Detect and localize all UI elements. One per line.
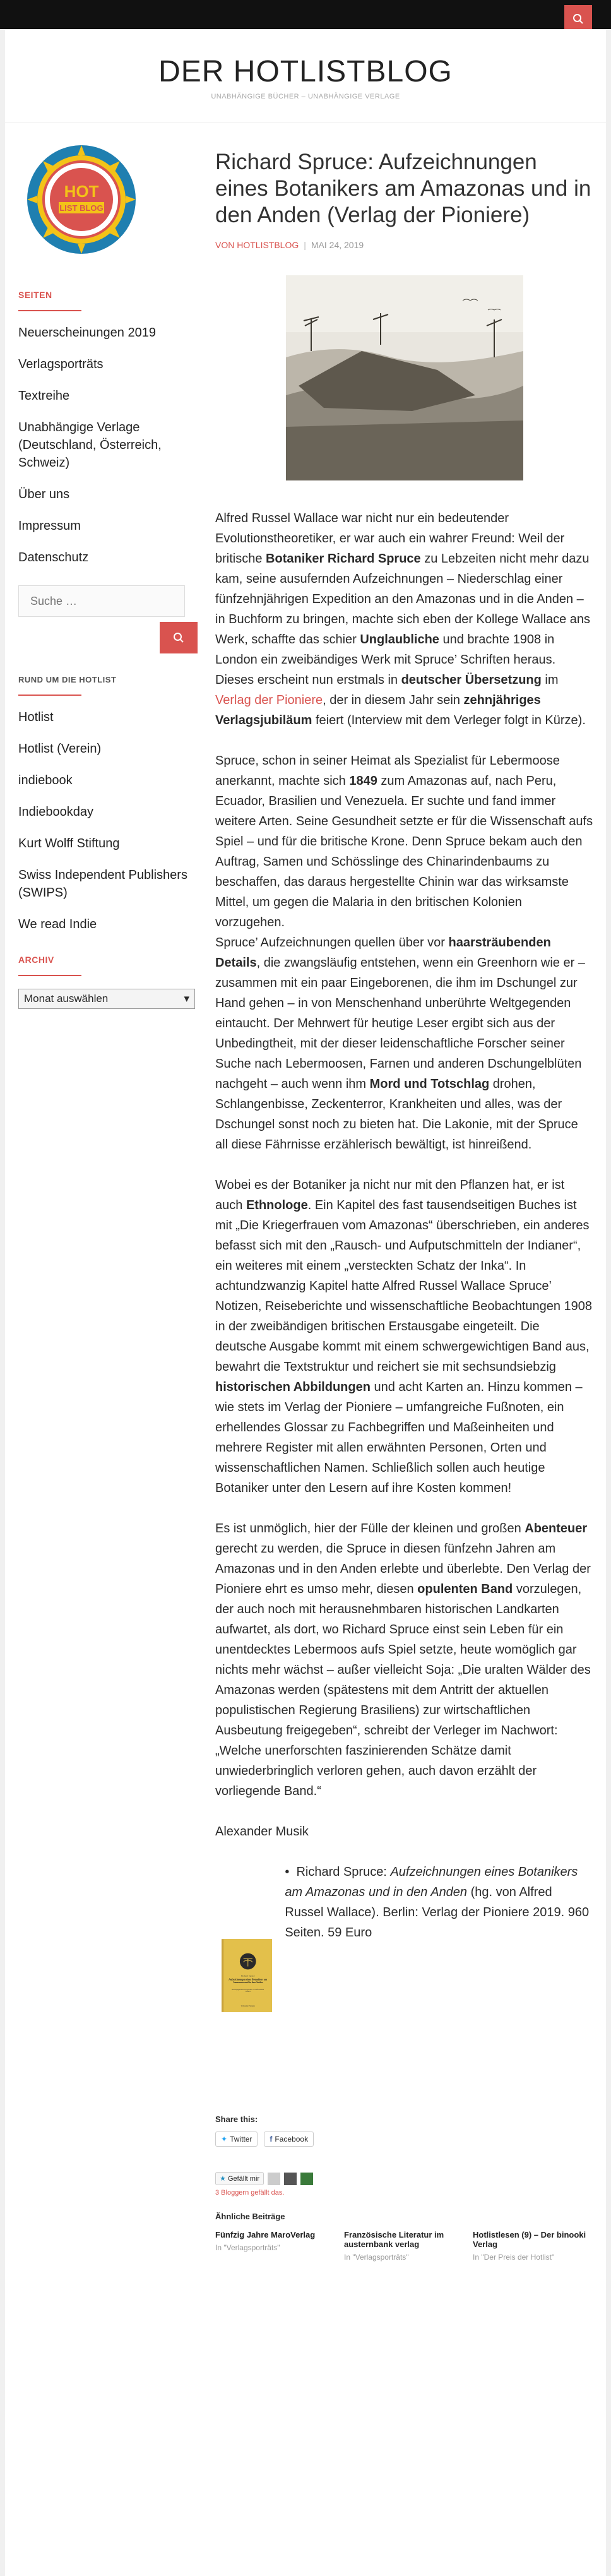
archive-widget-title: ARCHIV bbox=[18, 955, 54, 965]
publisher-link[interactable]: Verlag der Pioniere bbox=[215, 693, 323, 707]
related-title: Ähnliche Beiträge bbox=[215, 2212, 285, 2221]
related-posts bbox=[215, 2230, 594, 2262]
chevron-down-icon: ▾ bbox=[184, 993, 189, 1005]
avatar[interactable] bbox=[300, 2173, 313, 2185]
link-hotlist-verein[interactable]: Hotlist (Verein) bbox=[18, 742, 102, 756]
avatar[interactable] bbox=[284, 2173, 297, 2185]
post-paragraph: Spruce, schon in seiner Heimat als Spezialist für Lebermoose anerkannt, machte sich 1849 zum Amazonas auf, nach Peru, Ecuador, Brasilien und Venezuela. Er suchte und fand immer weitere Arten. Seine Gesundheit setzte er für die Wissenschaft aufs Spiel – und für die britische Krone. Denn Spruce bekam auch den Auftrag, Samen und Schösslinge des Chinarindenbaums zu beschaffen, das daraus hergestellte Chinin war das wirksamste Mittel, um gegen die Malaria in den britischen Kolonien vorzugehen. Spruce’ Aufzeichnungen quellen über vor haarsträubenden Details, die zwangsläufig entstehen, wenn ein Greenhorn wie er – zusammen mit ein paar Eingeborenen, die ihm im Dschungel zur Hand gehen – in von Menschenhand unberührte Weltgegenden eintaucht. Der Mehrwert für heutige Leser ergibt sich aus der Unbedingtheit, mit der dieser leidenschaftliche Forscher seiner Suche nach Lebermoosen, Farnen und anderen Dschungelblüten nachgeht – auch wenn ihm Mord und Totschlag drohen, Schlangenbisse, Zeckenterror, Krankheiten und alles, was der Dschungel sonst noch zu bieten hat. Die Lakonie, mit der Spruce all diese Fährnisse erzählerisch bewältigt, ist hinreißend. bbox=[215, 754, 593, 1152]
divider bbox=[18, 695, 81, 696]
avatar[interactable] bbox=[268, 2173, 280, 2185]
sidebar-search-button[interactable] bbox=[160, 622, 198, 653]
share-title: Share this: bbox=[215, 2114, 258, 2124]
post-paragraph: Es ist unmöglich, hier der Fülle der kleinen und großen Abenteuer gerecht zu werden, die Spruce in diesen fünfzehn Jahren am Amazonas und in den Anden erlebte und überlebte. Den Verlag der Pioniere ehrt es umso mehr, diesen opulenten Band vorzulegen, der auch noch mit herausnehmbaren historischen Landkarten aufwartet, als dort, wo Richard Spruce einst sein Leben für ein unentdecktes Lebermoos aufs Spiel setzte, heute womöglich gar nichts mehr wächst – außer vielleicht Soja: „Die uralten Wälder des Amazonas werden (spätestens mit dem Antritt der aktuellen populistischen Regierung Brasiliens) zur wirtschaftlichen Ausbeutung freigegeben“, schreibt der Verleger im Nachwort: „Welche unerforschten faszinierenden Schätze damit unwiederbringlich verloren gehen, auch davon erzählt der vorliegende Band.“ bbox=[215, 1522, 591, 1798]
post-signature: Alexander Musik bbox=[215, 1825, 309, 1839]
cover-author: Richard Spruce bbox=[240, 1974, 255, 1977]
star-icon: ★ bbox=[220, 2175, 226, 2183]
archive-select-value: Monat auswählen bbox=[24, 993, 109, 1005]
related-post[interactable]: Hotlistlesen (9) – Der binooki Verlag In "Der Preis der Hotlist" bbox=[473, 2230, 586, 2262]
post-paragraph: Wobei es der Botaniker ja nicht nur mit den Pflanzen hat, er ist auch Ethnologe. Ein Kapitel des fast tausendseitigen Buches ist mit „Die Kriegerfrauen vom Amazonas“ überschrieben, ein anderes befasst sich mit den „Rausch- und Aufputschmitteln der Indianer“, ein weiteres mit einem „versteckten Schatz der Inka“. In achtundzwanzig Kapitel hatte Alfred Russel Wallace Spruce’ Notizen, Reiseberichte und wissenschaftliche Beobachtungen 1908 in der zweibändigen britischen Erstausgabe eingeteilt. Die deutsche Ausgabe kommt mit einem schwergewichtigen Band aus, bewahrt die Textstruktur und reichert sie mit sechsundsiebzig historischen Abbildungen und acht Karten an. Hinzu kommen – wie stets im Verlag der Pioniere – umfangreiche Fußnoten, ein erhellendes Glossar zu Fachbegriffen und Maßeinheiten und mehrere Register mit allen erwähnten Personen, Orten und wissenschaftlichen Namen. Schließlich sollen auch heutige Botaniker unter den Lesern auf ihre Kosten kommen! bbox=[215, 1178, 593, 1495]
main-content bbox=[215, 149, 594, 2262]
link-hotlist[interactable]: Hotlist bbox=[18, 710, 54, 724]
links-menu bbox=[18, 708, 198, 933]
link-indiebook[interactable]: indiebook bbox=[18, 773, 73, 787]
site-description: UNABHÄNGIGE BÜCHER – UNABHÄNGIGE VERLAGE bbox=[211, 93, 400, 100]
page bbox=[5, 29, 606, 2576]
twitter-icon: ✦ bbox=[221, 2135, 228, 2144]
divider bbox=[18, 310, 81, 311]
post-author-link[interactable]: VON HOTLISTBLOG bbox=[215, 240, 299, 250]
site-title[interactable]: DER HOTLISTBLOG bbox=[158, 55, 453, 88]
related-post[interactable]: Französische Literatur im austernbank verlag In "Verlagsporträts" bbox=[344, 2230, 444, 2262]
page-link-textreihe[interactable]: Textreihe bbox=[18, 389, 70, 403]
site-header bbox=[5, 29, 606, 123]
page-link-unabhaengige-verlage[interactable]: Unabhängige Verlage (Deutschland, Österreich, Schweiz) bbox=[18, 420, 162, 470]
share-twitter-button[interactable]: ✦ Twitter bbox=[215, 2132, 258, 2147]
post-paragraph: Alfred Russel Wallace war nicht nur ein bedeutender Evolutionstheoretiker, er war auch ein wahrer Freund: Weil der britische Botaniker Richard Spruce zu Lebzeiten nicht mehr dazu kam, seine ausufernden Aufzeichnungen – Niederschlag einer fünfzehnjährigen Expedition an den Amazonas und in die Anden – in Buchform zu bringen, machte sich eben der Kollege Wallace ans Werk, schaffte das schier Unglaubliche und brachte 1908 in London ein zweibändiges Werk mit Spruce’ Schriften heraus. Dieses erscheint nun erstmals in deutscher Übersetzung im Verlag der Pioniere, der in diesem Jahr sein zehnjähriges Verlagsjubiläum feiert (Interview mit dem Verleger folgt in Kürze). bbox=[215, 511, 591, 727]
link-swips[interactable]: Swiss Independent Publishers (SWIPS) bbox=[18, 868, 187, 900]
sidebar bbox=[18, 136, 198, 1009]
links-widget bbox=[18, 675, 198, 933]
likers-count: 3 Bloggern gefällt das. bbox=[215, 2189, 285, 2197]
logo-text-bottom: LIST BLOG bbox=[59, 203, 104, 213]
cover-title: Aufzeichnungen eines Botanikers am Amazonas und in den Anden bbox=[228, 1977, 268, 1984]
archive-widget bbox=[18, 955, 198, 1009]
link-kurt-wolff-stiftung[interactable]: Kurt Wolff Stiftung bbox=[18, 837, 120, 850]
bullet-icon: • bbox=[285, 1865, 297, 1879]
post-date[interactable]: MAI 24, 2019 bbox=[311, 240, 364, 250]
sidebar-search-input[interactable] bbox=[18, 585, 185, 617]
search-icon bbox=[173, 632, 184, 643]
cover-editor: Herausgegeben und eingeleitet von Alfred Russel Wallace bbox=[232, 1988, 264, 1993]
page-link-ueber-uns[interactable]: Über uns bbox=[18, 487, 70, 501]
archive-select[interactable] bbox=[18, 989, 195, 1009]
facebook-icon: f bbox=[270, 2135, 273, 2144]
link-indiebookday[interactable]: Indiebookday bbox=[18, 805, 93, 819]
post-title: Richard Spruce: Aufzeichnungen eines Botanikers am Amazonas und in den Anden (Verlag der Pioniere) bbox=[215, 150, 591, 227]
link-we-read-indie[interactable]: We read Indie bbox=[18, 917, 97, 931]
like-button[interactable]: ★ Gefällt mir bbox=[215, 2172, 264, 2185]
cover-publisher: Verlag der Pioniere bbox=[240, 2004, 255, 2007]
top-bar bbox=[0, 0, 611, 29]
page-link-datenschutz[interactable]: Datenschutz bbox=[18, 551, 89, 564]
page-link-verlagsportraets[interactable]: Verlagsporträts bbox=[18, 357, 104, 371]
search-icon bbox=[572, 13, 584, 25]
related-post[interactable]: Fünfzig Jahre MaroVerlag In "Verlagsporträts" bbox=[215, 2230, 316, 2252]
search-widget bbox=[18, 585, 198, 653]
logo-text-top: HOT bbox=[64, 182, 99, 201]
pages-widget bbox=[18, 290, 198, 566]
share-buttons bbox=[215, 2132, 594, 2147]
featured-image bbox=[286, 275, 523, 480]
page-link-neuerscheinungen[interactable]: Neuerscheinungen 2019 bbox=[18, 326, 156, 340]
hotlist-logo[interactable] bbox=[25, 143, 138, 256]
links-widget-title: RUND UM DIE HOTLIST bbox=[18, 675, 117, 684]
pages-widget-title: SEITEN bbox=[18, 290, 52, 300]
book-details: • Richard Spruce: Aufzeichnungen eines Botanikers am Amazonas und in den Anden (hg. von Alfred Russel Wallace). Berlin: Verlag der Pioniere 2019. 960 Seiten. 59 Euro bbox=[285, 1865, 590, 1940]
post-body bbox=[215, 508, 594, 2262]
post-meta: VON HOTLISTBLOG | MAI 24, 2019 bbox=[215, 240, 364, 250]
page-link-impressum[interactable]: Impressum bbox=[18, 519, 81, 533]
likes-row bbox=[215, 2172, 594, 2185]
pages-menu bbox=[18, 324, 198, 566]
book-box bbox=[215, 1862, 594, 2089]
share-facebook-button[interactable]: f Facebook bbox=[264, 2132, 314, 2147]
divider bbox=[18, 975, 81, 976]
book-cover-image bbox=[222, 1862, 272, 2089]
